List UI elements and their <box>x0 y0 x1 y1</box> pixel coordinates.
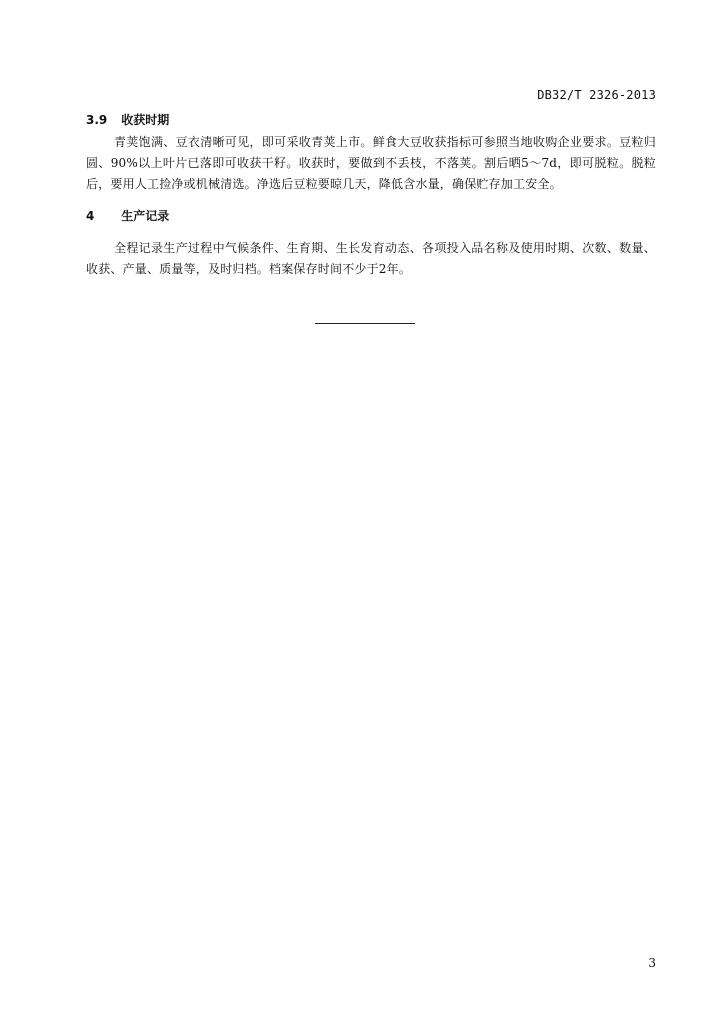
document-code: DB32/T 2326-2013 <box>537 88 656 102</box>
section-heading-3-9 <box>86 111 169 128</box>
harvest-time-paragraph: 青荚饱满、豆衣清晰可见，即可采收青荚上市。鲜食大豆收获指标可参照当地收购企业要求。豆粒归圆、90%以上叶片已落即可收获干籽。收获时，要做到不丢枝，不落荚。割后晒5～7d，即可脱粒。脱粒后，要用人工捡净或机械清选。净选后豆粒要晾几天，降低含水量，确保贮存加工安全。 <box>86 135 656 191</box>
section-number: 4 <box>86 209 95 223</box>
end-rule <box>315 323 415 324</box>
section-heading-4 <box>86 207 169 224</box>
section-title: 生产记录 <box>121 209 170 223</box>
page-number: 3 <box>648 956 656 970</box>
section-number: 3.9 <box>86 113 108 127</box>
production-record-paragraph: 全程记录生产过程中气候条件、生育期、生长发育动态、各项投入品名称及使用时期、次数、数量、收获、产量、质量等，及时归档。档案保存时间不少于2年。 <box>86 241 656 276</box>
section-title: 收获时期 <box>121 113 170 127</box>
